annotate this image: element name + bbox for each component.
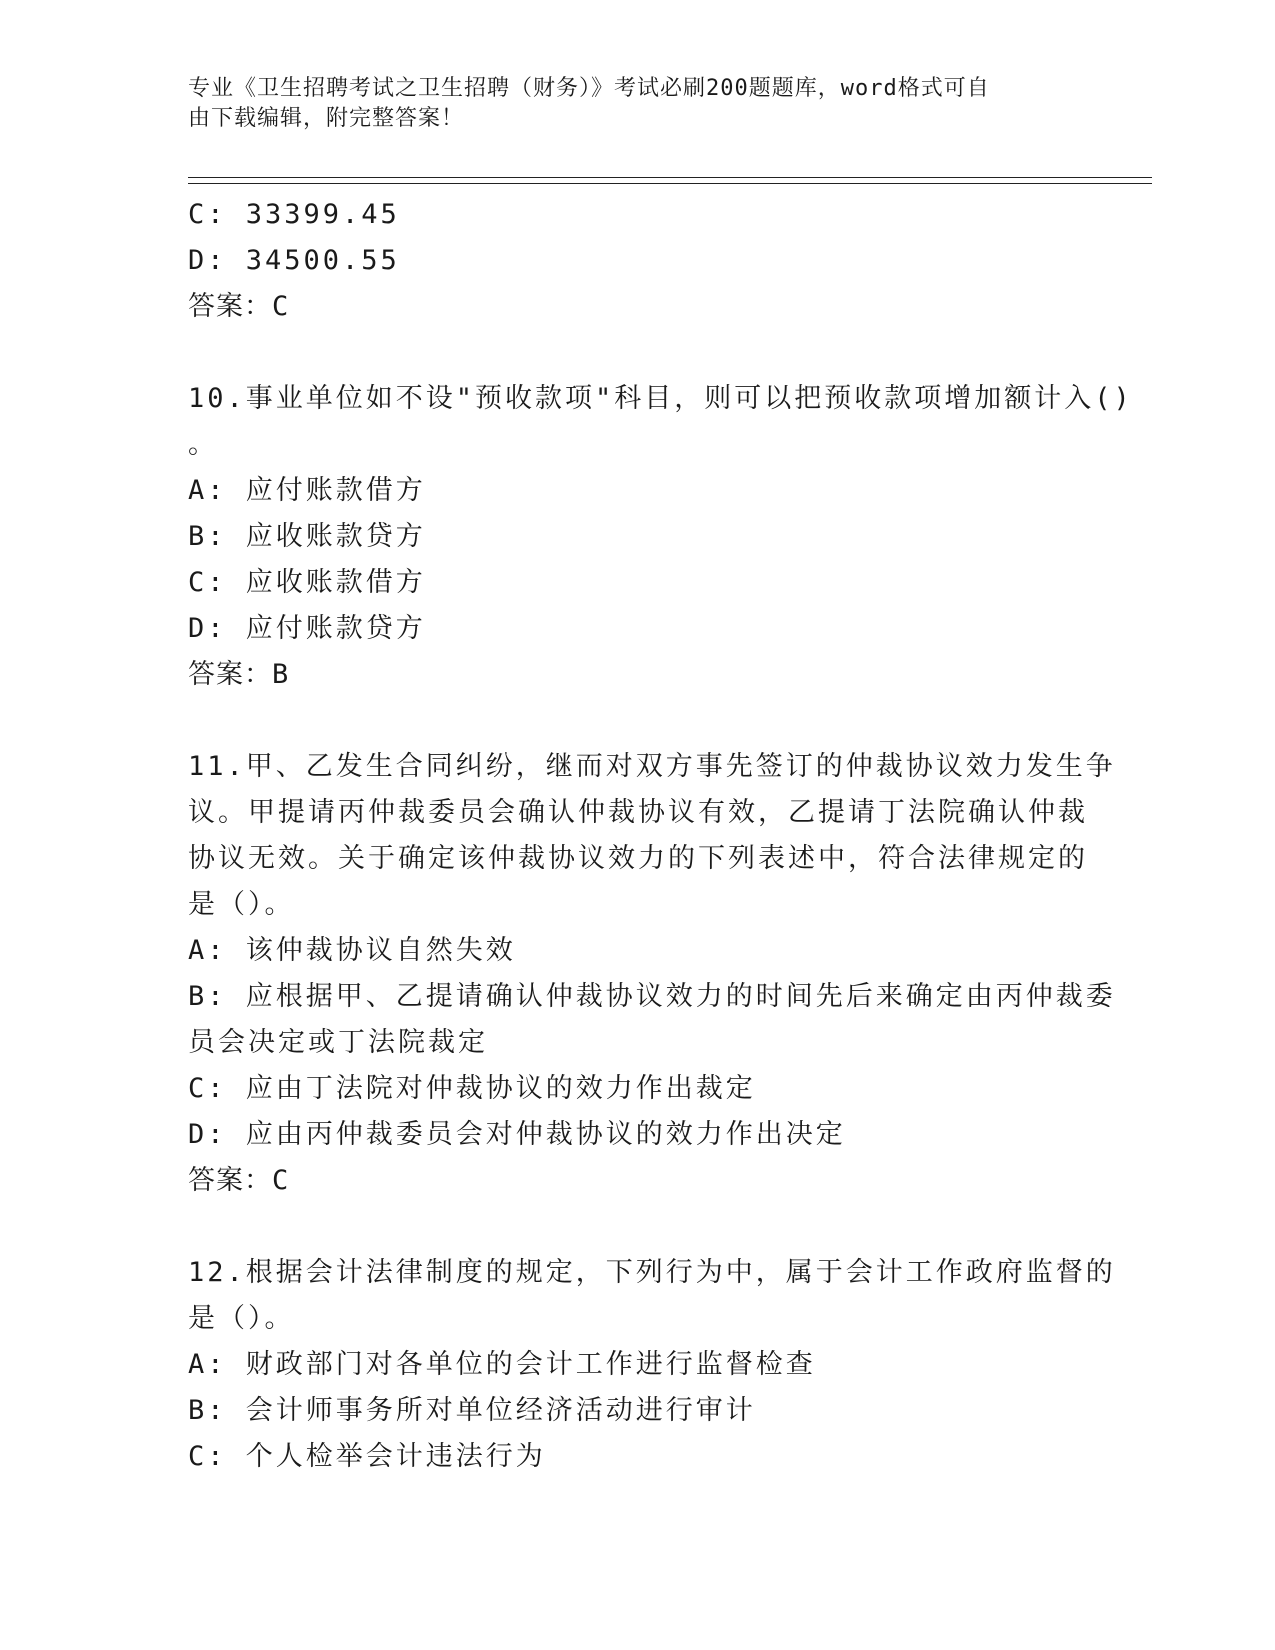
q12-stem-line-2: 是（）。 (188, 1303, 295, 1334)
q9-option-d: D: 34500.55 (188, 245, 400, 276)
q11-option-d: D: 应由丙仲裁委员会对仲裁协议的效力作出决定 (188, 1119, 846, 1150)
spacer (188, 1204, 1078, 1250)
q10-option-a: A: 应付账款借方 (188, 475, 426, 506)
q12-stem-line-1: 12.根据会计法律制度的规定，下列行为中，属于会计工作政府监督的 (188, 1257, 1116, 1288)
q11-answer: 答案：C (188, 1165, 290, 1196)
spacer (188, 698, 1078, 744)
q10-stem-line-1: 10.事业单位如不设"预收款项"科目，则可以把预收款项增加额计入() (188, 383, 1133, 414)
q10-answer: 答案：B (188, 659, 290, 690)
document-body (188, 192, 1133, 1480)
q11-option-b-line-2: 员会决定或丁法院裁定 (188, 1027, 488, 1058)
q12-option-b: B: 会计师事务所对单位经济活动进行审计 (188, 1395, 756, 1426)
q11-stem-line-2: 议。甲提请丙仲裁委员会确认仲裁协议有效，乙提请丁法院确认仲裁 (188, 797, 1088, 828)
question-12 (188, 1250, 1116, 1480)
q9-option-c: C: 33399.45 (188, 199, 400, 230)
header-divider-bottom (188, 183, 1152, 184)
q10-stem-line-2: 。 (188, 429, 218, 460)
q11-stem-line-3: 协议无效。关于确定该仲裁协议效力的下列表述中，符合法律规定的 (188, 843, 1088, 874)
q10-option-d: D: 应付账款贷方 (188, 613, 426, 644)
q11-option-c: C: 应由丁法院对仲裁协议的效力作出裁定 (188, 1073, 756, 1104)
header-divider-top (188, 177, 1152, 178)
question-10 (188, 376, 1133, 698)
q11-stem-line-1: 11.甲、乙发生合同纠纷，继而对双方事先签订的仲裁协议效力发生争 (188, 751, 1116, 782)
spacer (188, 330, 1078, 376)
document-header (188, 74, 1078, 134)
question-11 (188, 744, 1116, 1204)
q11-stem-line-4: 是（）。 (188, 889, 295, 920)
q11-option-a: A: 该仲裁协议自然失效 (188, 935, 516, 966)
q12-option-c: C: 个人检举会计违法行为 (188, 1441, 546, 1472)
q11-option-b-line-1: B: 应根据甲、乙提请确认仲裁协议效力的时间先后来确定由丙仲裁委 (188, 981, 1116, 1012)
header-title-line-1: 专业《卫生招聘考试之卫生招聘（财务）》考试必刷200题题库，word格式可自 (188, 76, 990, 101)
q10-option-c: C: 应收账款借方 (188, 567, 426, 598)
q9-answer: 答案：C (188, 291, 290, 322)
header-title-line-2: 由下载编辑，附完整答案！ (188, 106, 465, 131)
q10-option-b: B: 应收账款贷方 (188, 521, 426, 552)
q12-option-a: A: 财政部门对各单位的会计工作进行监督检查 (188, 1349, 816, 1380)
